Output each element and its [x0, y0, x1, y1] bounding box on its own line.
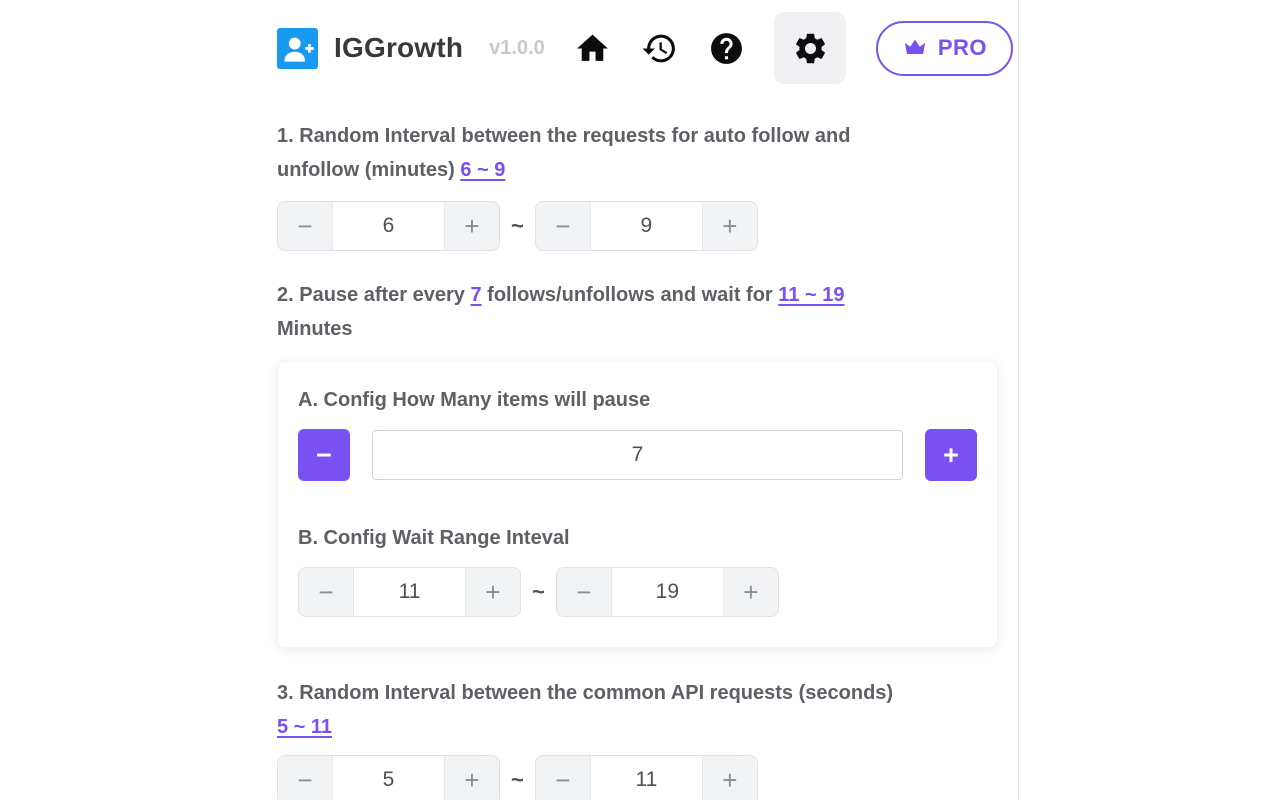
history-icon: [641, 30, 678, 67]
wait-range-stepper-row: [298, 567, 977, 617]
person-add-icon: [281, 32, 314, 65]
home-button[interactable]: [574, 30, 611, 67]
section1-line1: 1. Random Interval between the requests for auto follow and: [277, 125, 851, 147]
section3-stepper-row: [277, 755, 1013, 800]
plus-button[interactable]: +: [465, 568, 520, 616]
wait-range-min-stepper: [298, 567, 521, 617]
wait-range-min-input[interactable]: [354, 568, 465, 616]
section3-range-link[interactable]: 5 ~ 11: [277, 716, 333, 738]
range-separator: ~: [511, 767, 524, 792]
pro-button-label: PRO: [937, 35, 987, 60]
app-version: v1.0.0: [489, 36, 545, 59]
follow-interval-min-input[interactable]: [333, 202, 444, 250]
settings-button[interactable]: [774, 12, 846, 84]
minus-button[interactable]: −: [278, 202, 333, 250]
section2-text-start: 2. Pause after every: [277, 284, 465, 306]
follow-interval-max-input[interactable]: [591, 202, 702, 250]
pro-button[interactable]: [876, 21, 1013, 76]
section2-text: [277, 278, 1013, 346]
crown-icon: [902, 35, 928, 61]
follow-interval-max-stepper: [535, 201, 758, 251]
pause-count-label: A. Config How Many items will pause: [298, 389, 651, 411]
api-interval-min-stepper: [277, 755, 500, 800]
section2-count-link[interactable]: 7: [470, 284, 482, 306]
range-separator: ~: [511, 213, 524, 238]
plus-button[interactable]: +: [702, 202, 757, 250]
api-interval-min-input[interactable]: [333, 756, 444, 800]
help-icon: [708, 30, 745, 67]
api-interval-max-stepper: [535, 755, 758, 800]
home-icon: [574, 30, 611, 67]
wait-range-label: B. Config Wait Range Inteval: [298, 527, 570, 549]
app-title: IGGrowth: [334, 32, 464, 63]
settings-icon: [792, 30, 829, 67]
section3-text: [277, 676, 1013, 744]
pause-count-minus-button[interactable]: −: [298, 429, 350, 481]
app-logo: [277, 28, 318, 69]
plus-button[interactable]: +: [444, 202, 499, 250]
pause-count-row: [298, 429, 977, 481]
minus-button[interactable]: −: [557, 568, 612, 616]
wait-range-max-input[interactable]: [612, 568, 723, 616]
plus-button[interactable]: +: [702, 756, 757, 800]
history-button[interactable]: [641, 30, 678, 67]
minus-button[interactable]: −: [299, 568, 354, 616]
minus-button[interactable]: −: [536, 756, 591, 800]
section1-line2: unfollow (minutes): [277, 159, 455, 181]
wait-range-max-stepper: [556, 567, 779, 617]
plus-button[interactable]: +: [723, 568, 778, 616]
minus-button[interactable]: −: [536, 202, 591, 250]
section2-text-middle: follows/unfollows and wait for: [487, 284, 773, 306]
plus-button[interactable]: +: [444, 756, 499, 800]
section1-range-link[interactable]: 6 ~ 9: [460, 159, 506, 181]
section2-range-link[interactable]: 11 ~ 19: [778, 284, 845, 306]
section1-stepper-row: [277, 201, 1013, 251]
help-button[interactable]: [708, 30, 745, 67]
header: [277, 0, 1013, 88]
api-interval-max-input[interactable]: [591, 756, 702, 800]
minus-button[interactable]: −: [278, 756, 333, 800]
pause-count-input[interactable]: [372, 430, 903, 480]
section3-line1: 3. Random Interval between the common API requests (seconds): [277, 682, 894, 704]
follow-interval-min-stepper: [277, 201, 500, 251]
pause-config-card: [277, 361, 998, 648]
popup-content: [277, 0, 1013, 800]
brand: [277, 28, 545, 69]
section2-line2: Minutes: [277, 318, 353, 340]
pause-count-plus-button[interactable]: +: [925, 429, 977, 481]
section1-text: [277, 119, 1013, 187]
range-separator: ~: [532, 579, 545, 604]
